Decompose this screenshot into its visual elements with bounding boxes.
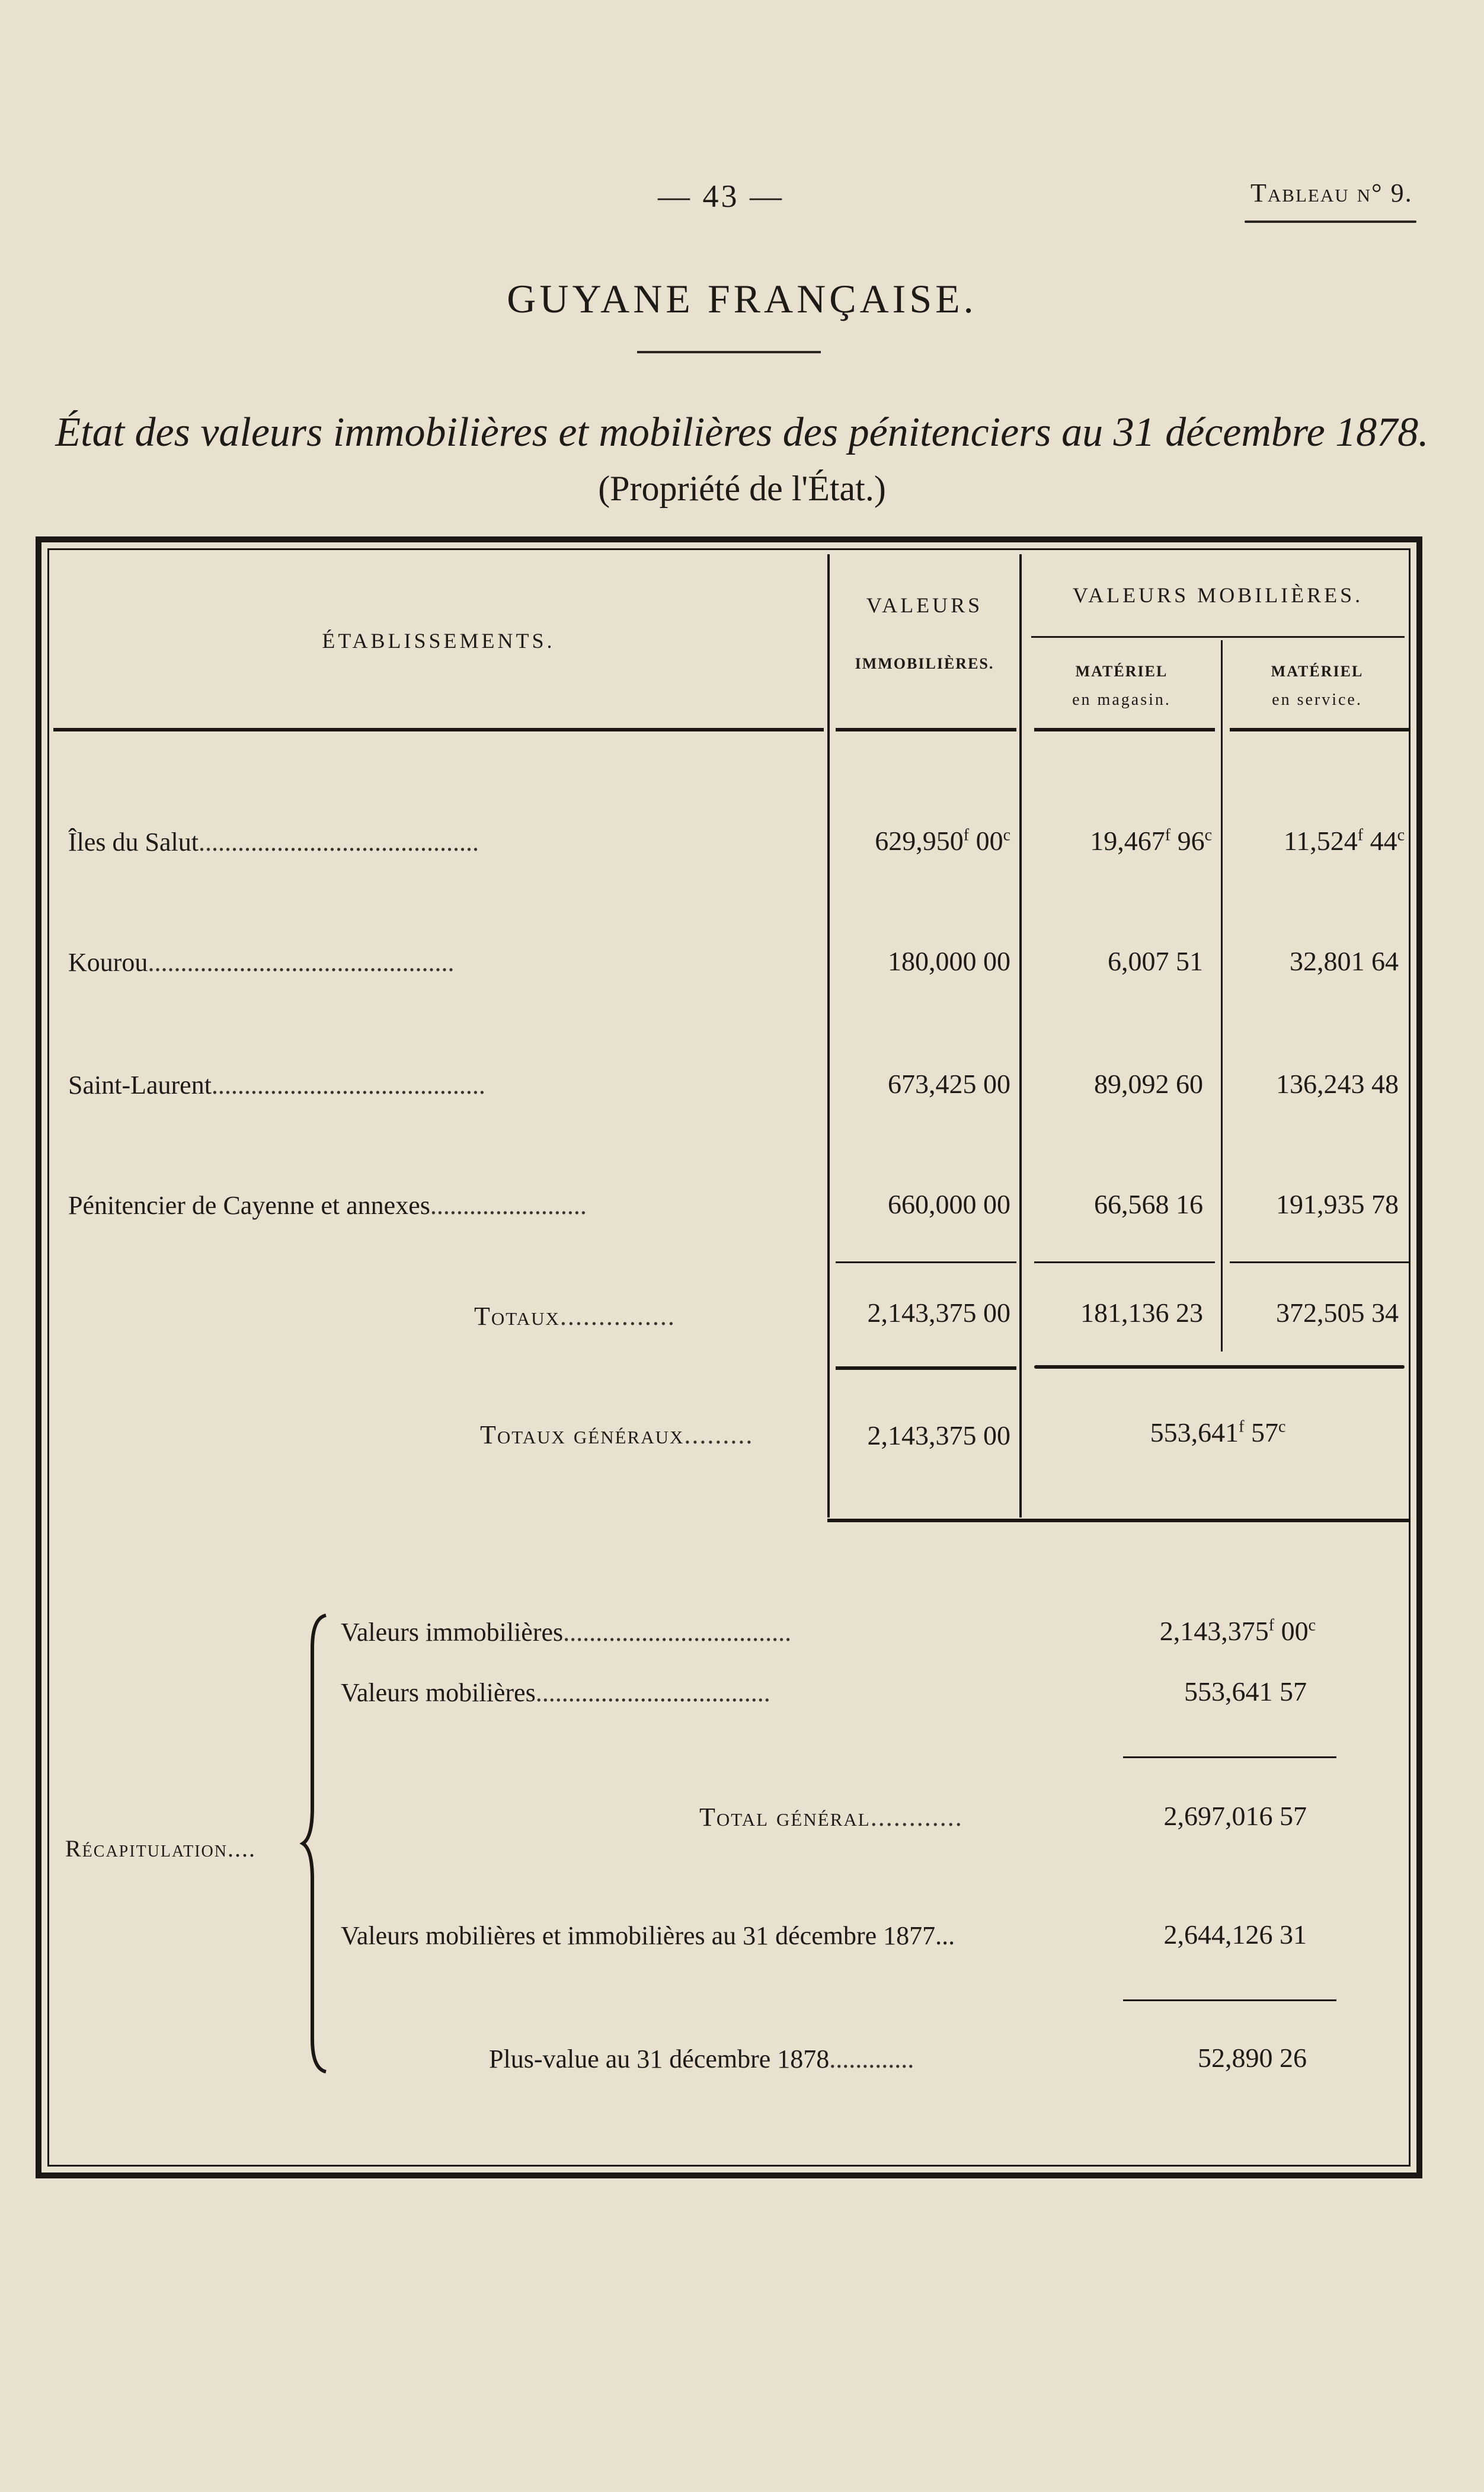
table-cell-immo: 180,000 00 [888,946,1010,976]
tableau-number: Tableau n° 9. [1250,178,1413,207]
document-subtitle-2: (Propriété de l'État.) [598,469,886,508]
totals-label: Totaux............... [474,1302,676,1331]
table-cell-magasin: 19,467$^f$ 96$^c$ [1090,826,1212,856]
col-header-service-2: en service. [1272,691,1363,709]
table-cell-service: 136,243 48 [1276,1069,1399,1099]
recap-value-mobilieres: 553,641 57 [1184,1676,1307,1707]
table-row-label: Saint-Laurent.......................................... [68,1071,485,1100]
totals-magasin: 181,136 23 [1080,1298,1203,1328]
table-row-label: Îles du Salut........................................... [68,828,479,857]
table-cell-immo: 629,950$^f$ 00$^c$ [875,826,1010,856]
recap-rule-1 [1123,1756,1336,1758]
recap-total-value: 2,697,016 57 [1163,1801,1307,1831]
subtotal-rule-c [1230,1261,1411,1263]
col-header-magasin-1: MATÉRIEL [1075,663,1168,680]
header-rule-b [836,728,1016,731]
col-header-magasin-2: en magasin. [1072,691,1171,709]
recap-value-immobilieres: 2,143,375$^f$ 00$^c$ [1159,1616,1316,1646]
table-cell-service: 32,801 64 [1290,946,1399,976]
col-rule-2 [1019,554,1022,1517]
header-rule-d [1230,728,1411,731]
recap-line-mobilieres: Valeurs mobilières.................................... [341,1678,770,1707]
table-row-label: Pénitencier de Cayenne et annexes........................ [68,1191,587,1220]
recap-plus-value: 52,890 26 [1198,2043,1307,2073]
grand-totals-mobilieres: 553,641$^f$ 57$^c$ [1150,1417,1286,1448]
recap-previous-line: Valeurs mobilières et immobilières au 31 décembre 1877... [341,1921,955,1950]
recap-previous-value: 2,644,126 31 [1163,1919,1307,1950]
table-cell-service: 11,524$^f$ 44$^c$ [1283,826,1405,856]
table-row-label: Kourou............................................... [68,948,455,977]
document-subtitle: État des valeurs immobilières et mobilières des pénitenciers au 31 décembre 1878. [55,410,1429,455]
totals-service: 372,505 34 [1276,1298,1399,1328]
table-cell-immo: 660,000 00 [888,1189,1010,1219]
recap-line-immobilieres: Valeurs immobilières................................... [341,1618,792,1647]
col-header-mobilieres: VALEURS MOBILIÈRES. [1072,583,1364,607]
grand-total-rule-a [836,1366,1016,1370]
colony-title: GUYANE FRANÇAISE. [507,276,977,321]
col-rule-3 [1221,640,1223,1352]
col-header-immo-2: IMMOBILIÈRES. [855,655,994,672]
grand-total-rule-b [1034,1365,1405,1369]
grand-totals-label: Totaux généraux......... [480,1420,754,1449]
table-cell-service: 191,935 78 [1276,1189,1399,1219]
recap-total-label: Total général............ [699,1803,963,1832]
curly-brace [299,1612,335,2075]
recap-rule-2 [1123,1999,1336,2001]
header-rule-c [1034,728,1215,731]
recap-plus-value-line: Plus-value au 31 décembre 1878............. [489,2044,914,2074]
recap-label: Récapitulation.... [65,1835,256,1862]
header-rule-a [53,728,824,731]
table-cell-immo: 673,425 00 [888,1069,1010,1099]
title-rule [637,351,821,353]
table-bottom-rule [827,1519,1411,1522]
col-header-immo-1: VALEURS [866,593,983,617]
totals-immo: 2,143,375 00 [867,1298,1010,1328]
subtotal-rule-a [836,1261,1016,1263]
col-header-establishments: ÉTABLISSEMENTS. [322,629,555,653]
page-number: — 43 — [658,178,784,214]
col-header-service-1: MATÉRIEL [1271,663,1364,680]
table-cell-magasin: 6,007 51 [1108,946,1203,976]
mobilieres-rule [1031,636,1405,638]
tableau-underline [1245,221,1416,223]
grand-totals-immo: 2,143,375 00 [867,1420,1010,1451]
subtotal-rule-b [1034,1261,1215,1263]
table-cell-magasin: 89,092 60 [1094,1069,1203,1099]
col-rule-1 [827,554,830,1517]
table-cell-magasin: 66,568 16 [1094,1189,1203,1219]
